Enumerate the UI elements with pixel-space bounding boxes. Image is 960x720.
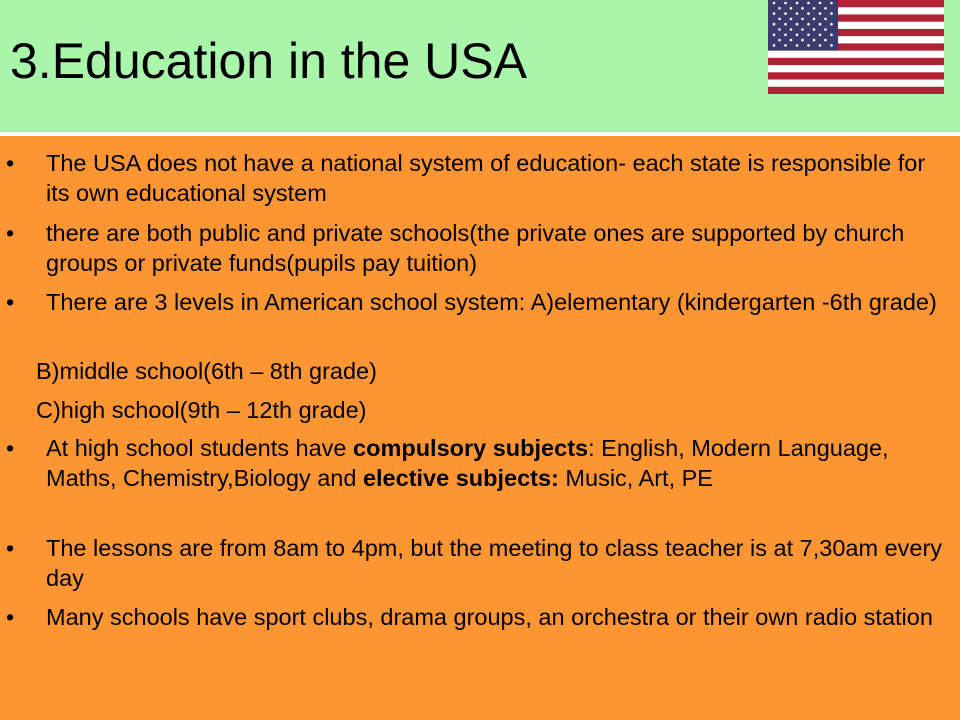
slide-header <box>0 0 960 132</box>
bullet-text: The USA does not have a national system of education- each state is responsible for its own educational system <box>46 150 926 206</box>
us-flag-icon <box>768 0 944 94</box>
bold-term: compulsory subjects <box>353 435 589 461</box>
text-run: : English, Modern Language, Maths, Chemistry,Biology and <box>46 435 889 491</box>
bullet-dot: • <box>6 150 15 176</box>
bullet-dot: • <box>6 435 15 461</box>
text-run: Music, Art, PE <box>558 465 713 491</box>
slide-body <box>0 136 960 720</box>
bullet-text: Many schools have sport clubs, drama groups, an orchestra or their own radio station <box>46 604 933 630</box>
bullet-item <box>6 148 946 208</box>
bold-term: elective subjects: <box>362 465 559 491</box>
bullet-item <box>6 533 946 593</box>
bullet-text: The lessons are from 8am to 4pm, but the meeting to class teacher is at 7,30am every day <box>46 535 943 591</box>
slide-title: 3.Education in the USA <box>10 33 527 89</box>
sublevel-line: B)middle school(6th – 8th grade) <box>36 358 377 384</box>
bullet-dot: • <box>6 535 15 561</box>
bullet-item <box>6 433 946 493</box>
bullet-dot: • <box>6 220 15 246</box>
bullet-item <box>6 602 946 632</box>
sublevel-line: C)high school(9th – 12th grade) <box>36 397 367 423</box>
bullet-item <box>6 218 946 278</box>
bullet-text: there are both public and private schools(the private ones are supported by church groups or private funds(pupils pay tuition) <box>46 220 905 276</box>
bullet-item <box>6 287 946 317</box>
bullet-text: There are 3 levels in American school system: A)elementary (kindergarten -6th grade) <box>46 289 937 315</box>
bullet-dot: • <box>6 289 15 315</box>
text-run: At high school students have <box>46 435 354 461</box>
bullet-dot: • <box>6 604 15 630</box>
bullet-text <box>46 435 889 491</box>
